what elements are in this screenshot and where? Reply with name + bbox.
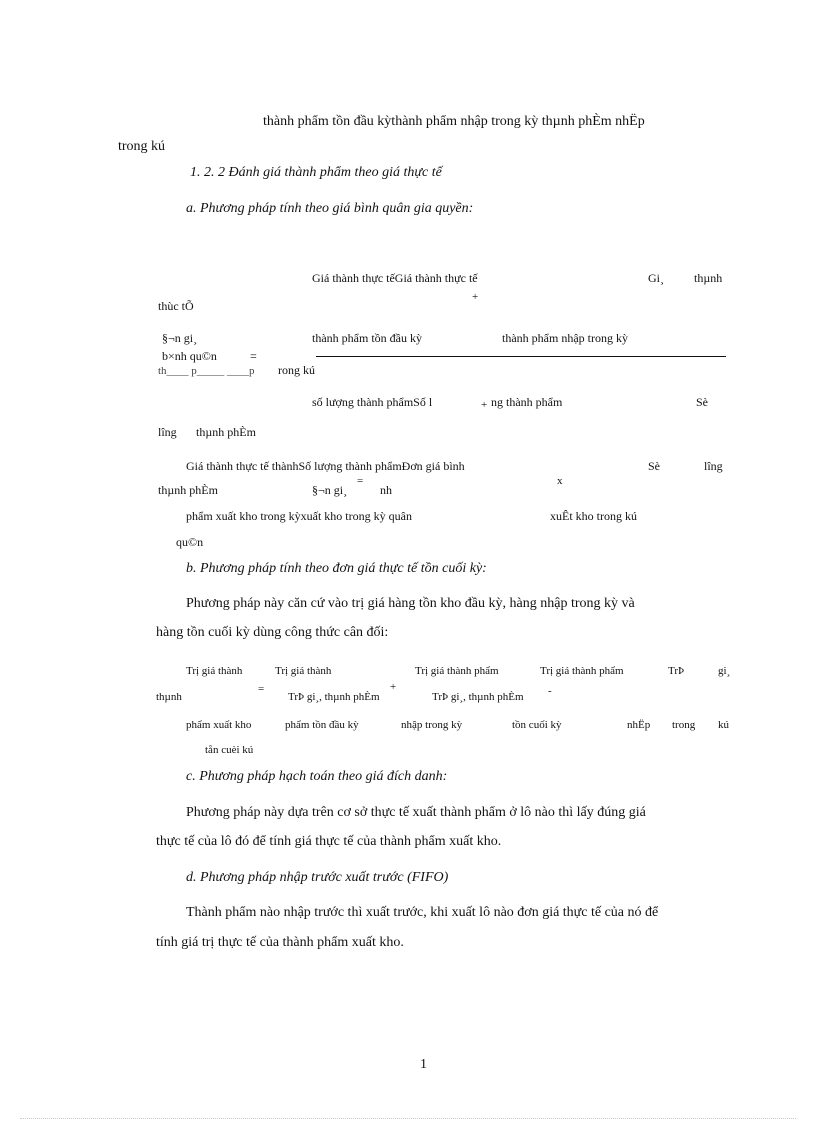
f3-c4: Trị giá thành phẩm [540,665,624,677]
f1-tp-nhap: thành phẩm nhập trong kỳ [502,331,628,345]
f1-garbled: th____ p_____ ____p [158,365,255,377]
f2-ling: lîng [704,459,723,473]
f2-eq: = [357,475,364,487]
section-heading-122: 1. 2. 2 Đánh giá thành phẩm theo giá thực tế [190,165,442,180]
f3-thanh: thµnh [156,691,182,703]
f3-r3b: phẩm tồn đầu kỳ [285,719,359,731]
method-d-heading: d. Phương pháp nhập trước xuất trước (FIFO) [186,870,449,885]
f2-line3: phẩm xuất kho trong kỳxuất kho trong kỳ quân [186,509,412,523]
f1-plus: + [472,291,479,303]
f3-r3f: trong [672,719,696,731]
f3-r3a: phẩm xuất kho [186,719,252,731]
top-line-1: thành phẩm tồn đầu kỳthành phẩm nhập trong kỳ thµnh phÈm nhËp [263,114,645,129]
f2-quan: qu©n [176,535,204,549]
f1-gi: Gi¸ [648,271,664,285]
method-b-para-2: hàng tồn cuối kỳ dùng công thức cân đối: [156,625,389,640]
f3-c1: Trị giá thành [186,665,243,677]
f3-r3e: nhËp [627,719,651,731]
f1-trong-ku: rong kú [278,363,315,377]
f3-plus: + [390,681,397,693]
f2-x: x [557,475,563,487]
page-bottom-border [20,1118,796,1119]
method-d-para-1: Thành phẩm nào nhập trước thì xuất trước, khi xuất lô nào đơn giá thực tế của nó để [186,905,659,920]
page-number: 1 [420,1057,427,1072]
f2-se: Sè [648,459,660,473]
f3-trp2: TrÞ gi¸, thµnh phÈm [432,691,524,703]
f3-c2: Trị giá thành [275,665,332,677]
f1-equals: = [250,349,257,363]
f3-trp1: TrÞ gi¸, thµnh phÈm [288,691,380,703]
method-b-para-1: Phương pháp này căn cứ vào trị giá hàng tồn kho đầu kỳ, hàng nhập trong kỳ và [186,596,635,611]
f3-r3c: nhập trong kỳ [401,719,463,731]
method-d-para-2: tính giá trị thực tế của thành phẩm xuất kho. [156,935,404,950]
f2-line1: Giá thành thực tế thànhSố lượng thành phẩmĐơn giá bình [186,459,465,473]
f2-nh: nh [380,483,392,497]
f2-thanh-pham: thµnh phÈm [158,483,218,497]
f1-fraction-line [316,356,726,357]
f2-xuat: xuÊt kho trong kú [550,509,637,523]
f3-minus: - [548,685,552,697]
f1-se: Sè [696,395,708,409]
method-c-heading: c. Phương pháp hạch toán theo giá đích danh: [186,769,448,784]
f1-so-luong: số lượng thành phẩmSố l [312,395,433,409]
f3-c5: TrÞ [668,665,685,677]
method-c-para-2: thực tế của lô đó để tính giá thực tế của thành phẩm xuất kho. [156,834,502,849]
f3-r3d: tồn cuối kỳ [512,719,562,731]
f1-binh-quan: b×nh qu©n [162,349,217,363]
f2-don-gia: §¬n gi¸ [312,483,348,497]
f3-c3: Trị giá thành phẩm [415,665,499,677]
f3-eq: = [258,683,265,695]
method-a-heading: a. Phương pháp tính theo giá bình quân gia quyền: [186,201,474,216]
f1-thanh-pham: thµnh phÈm [196,425,256,439]
f1-thuc-to: thùc tÕ [158,299,194,313]
top-line-2: trong kú [118,139,166,154]
f3-c6: gi¸ [718,665,731,677]
f3-r4: tån cuèi kú [205,744,254,756]
f1-thanh: thµnh [694,271,723,285]
f1-col1: Giá thành thực tếGiá thành thực tế [312,271,478,285]
method-c-para-1: Phương pháp này dựa trên cơ sở thực tế xuất thành phẩm ở lô nào thì lấy đúng giá [186,805,646,820]
f1-tp-ton: thành phẩm tồn đầu kỳ [312,331,422,345]
f1-ng-tp: ng thành phẩm [491,395,563,409]
f1-ling: lîng [158,425,177,439]
f3-r3g: kú [718,719,729,731]
f1-don-gia: §¬n gi¸ [162,331,198,345]
f1-plus2: + [481,399,488,411]
method-b-heading: b. Phương pháp tính theo đơn giá thực tế tồn cuối kỳ: [186,561,487,576]
